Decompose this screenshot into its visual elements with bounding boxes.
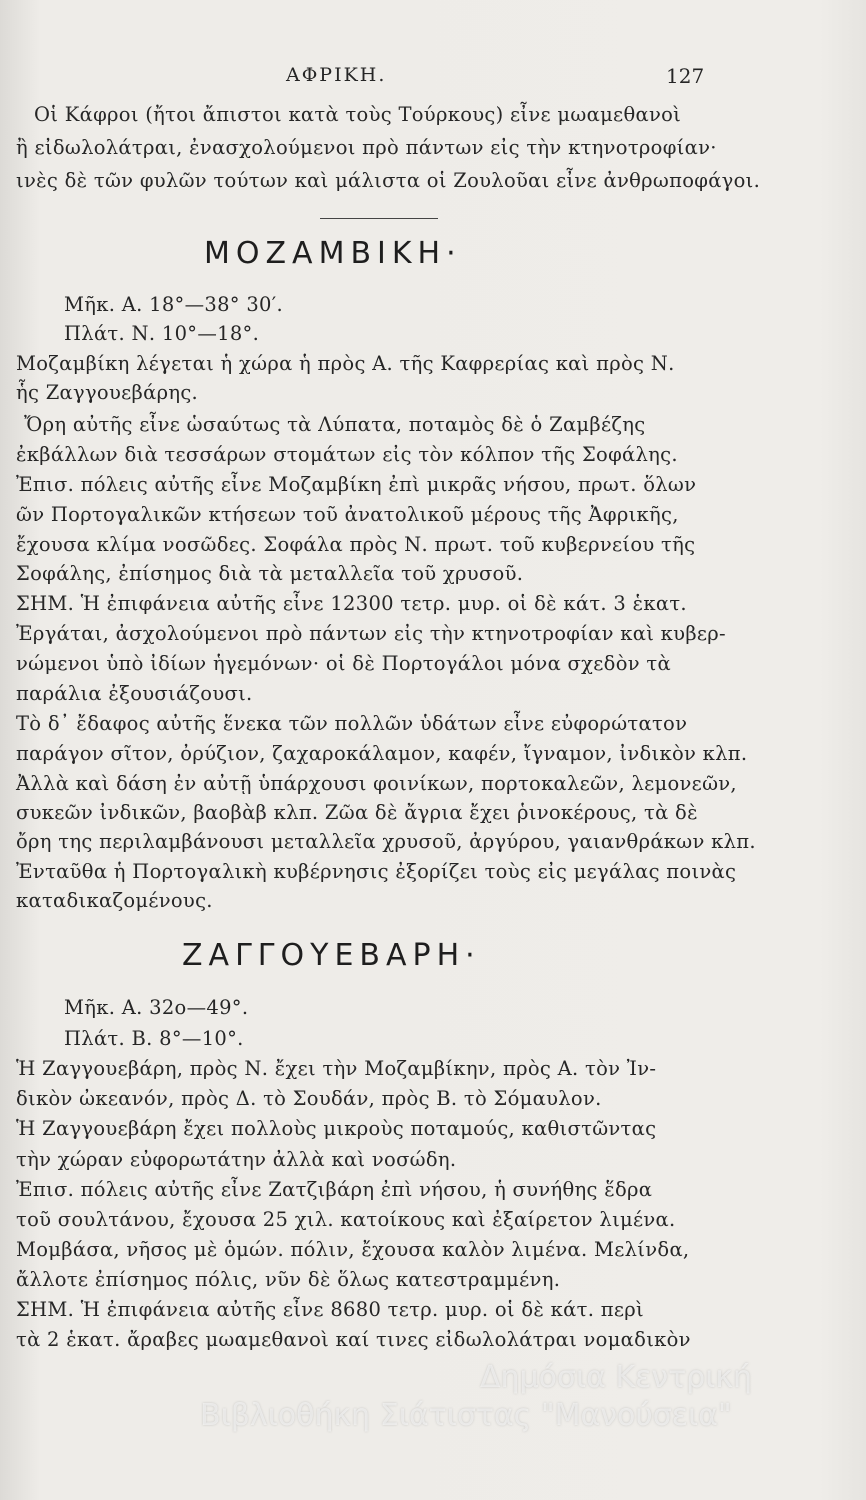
text-line: συκεῶν ἰνδικῶν, βαοβὰβ κλπ. Ζῶα δὲ ἄγρια ἔχει ῥινοκέρους, τὰ δὲ <box>16 801 698 824</box>
text-line: νώμενοι ὑπὸ ἰδίων ἡγεμόνων· οἱ δὲ Πορτογάλοι μόνα σχεδὸν τὰ <box>16 652 671 675</box>
text-line: Ὄρη αὐτῆς εἶνε ὡσαύτως τὰ Λύπατα, ποταμὸς δὲ ὁ Ζαμβέζης <box>24 413 646 436</box>
section-heading: ΖΑΓΓΟΥΕΒΑΡΗ· <box>182 938 481 973</box>
text-line: τὰ 2 ἑκατ. ἄραβες μωαμεθανοὶ καί τινες εἰδωλολάτραι νομαδικὸν <box>16 1328 691 1351</box>
text-line: Σοφάλης, ἐπίσημος διὰ τὰ μεταλλεῖα τοῦ χρυσοῦ. <box>16 562 524 585</box>
section-heading: ΜΟΖΑΜΒΙΚΗ· <box>204 236 462 271</box>
text-line: Πλάτ. Ν. 10°—18°. <box>64 322 260 345</box>
text-line: παράλια ἐξουσιάζουσι. <box>16 682 253 705</box>
running-head <box>0 64 866 94</box>
text-line: Ἡ Ζαγγουεβάρη, πρὸς Ν. ἔχει τὴν Μοζαμβίκην, πρὸς Α. τὸν Ἰν- <box>16 1057 657 1080</box>
text-line: ἄλλοτε ἐπίσημος πόλις, νῦν δὲ ὅλως κατεστραμμένη. <box>16 1268 561 1291</box>
text-line: Μοζαμβίκη λέγεται ἡ χώρα ἡ πρὸς Α. τῆς Καφρερίας καὶ πρὸς Ν. <box>16 352 675 375</box>
text-line: τὴν χώραν εὐφορωτάτην ἀλλὰ καὶ νοσώδη. <box>16 1148 457 1171</box>
text-line: καταδικαζομένους. <box>16 889 213 912</box>
library-watermark-line: Δημόσια Κεντρική <box>480 1360 753 1395</box>
text-line: Τὸ δ᾽ ἔδαφος αὐτῆς ἕνεκα τῶν πολλῶν ὑδάτων εἶνε εὐφορώτατον <box>16 712 688 735</box>
text-line: Ἐπισ. πόλεις αὐτῆς εἶνε Ζατζιβάρη ἐπὶ νήσου, ἡ συνήθης ἕδρα <box>16 1178 653 1201</box>
section-divider <box>320 218 438 219</box>
running-head-title: ΑΦΡΙΚΗ. <box>286 64 387 86</box>
text-line: Μῆκ. Α. 32ο—49°. <box>64 996 249 1019</box>
text-line: ινὲς δὲ τῶν φυλῶν τούτων καὶ μάλιστα οἱ Ζουλοῦαι εἶνε ἀνθρωποφάγοι. <box>16 169 761 192</box>
text-line: ἢ εἰδωλολάτραι, ἐνασχολούμενοι πρὸ πάντων εἰς τὴν κτηνοτροφίαν· <box>16 136 717 159</box>
text-line: Οἱ Κάφροι (ἤτοι ἄπιστοι κατὰ τοὺς Τούρκους) εἶνε μωαμεθανοὶ <box>34 103 682 126</box>
text-line: Ἀλλὰ καὶ δάση ἐν αὐτῇ ὑπάρχουσι φοινίκων, πορτοκαλεῶν, λεμονεῶν, <box>16 772 737 795</box>
text-line: ἔχουσα κλίμα νοσῶδες. Σοφάλα πρὸς Ν. πρωτ. τοῦ κυβερνείου τῆς <box>16 533 696 556</box>
text-line: Ἐνταῦθα ἡ Πορτογαλικὴ κυβέρνησις ἐξορίζει τοὺς εἰς μεγάλας ποινὰς <box>16 860 737 883</box>
text-line: Ἐργάται, ἀσχολούμενοι πρὸ πάντων εἰς τὴν κτηνοτροφίαν καὶ κυβερ- <box>16 622 726 645</box>
text-line: ἐκβάλλων διὰ τεσσάρων στομάτων εἰς τὸν κόλπον τῆς Σοφάλης. <box>16 443 678 466</box>
library-watermark-line: Βιβλιοθήκη Σιάτιστας "Μανούσεια" <box>200 1398 732 1433</box>
page-number: 127 <box>666 64 705 88</box>
text-line: ῶν Πορτογαλικῶν κτήσεων τοῦ ἀνατολικοῦ μέρους τῆς Ἀφρικῆς, <box>16 503 679 526</box>
text-line: δικὸν ὠκεανόν, πρὸς Δ. τὸ Σουδάν, πρὸς Β. τὸ Σόμαυλον. <box>16 1087 602 1110</box>
text-line: ὄρη της περιλαμβάνουσι μεταλλεῖα χρυσοῦ, ἀργύρου, γαιανθράκων κλπ. <box>16 830 756 853</box>
text-line: τοῦ σουλτάνου, ἔχουσα 25 χιλ. κατοίκους καὶ ἐξαίρετον λιμένα. <box>16 1208 676 1231</box>
text-line: Ἡ Ζαγγουεβάρη ἔχει πολλοὺς μικροὺς ποταμούς, καθιστῶντας <box>16 1117 657 1140</box>
text-line: Ἐπισ. πόλεις αὐτῆς εἶνε Μοζαμβίκη ἐπὶ μικρᾶς νήσου, πρωτ. ὅλων <box>16 473 697 496</box>
text-line: Πλάτ. Β. 8°—10°. <box>64 1027 244 1050</box>
text-line: παράγον σῖτον, ὀρύζιον, ζαχαροκάλαμον, καφέν, ἴγναμον, ἰνδικὸν κλπ. <box>16 742 748 765</box>
text-line: ΣΗΜ. Ἡ ἐπιφάνεια αὐτῆς εἶνε 8680 τετρ. μυρ. οἱ δὲ κάτ. περὶ <box>16 1298 644 1321</box>
text-line: Μῆκ. Α. 18°—38° 30′. <box>64 293 283 316</box>
text-line: ΣΗΜ. Ἡ ἐπιφάνεια αὐτῆς εἶνε 12300 τετρ. μυρ. οἱ δὲ κάτ. 3 ἑκατ. <box>16 592 687 615</box>
text-line: ἧς Ζαγγουεβάρης. <box>16 381 199 404</box>
text-line: Μομβάσα, νῆσος μὲ ὁμών. πόλιν, ἔχουσα καλὸν λιμένα. Μελίνδα, <box>16 1238 690 1261</box>
